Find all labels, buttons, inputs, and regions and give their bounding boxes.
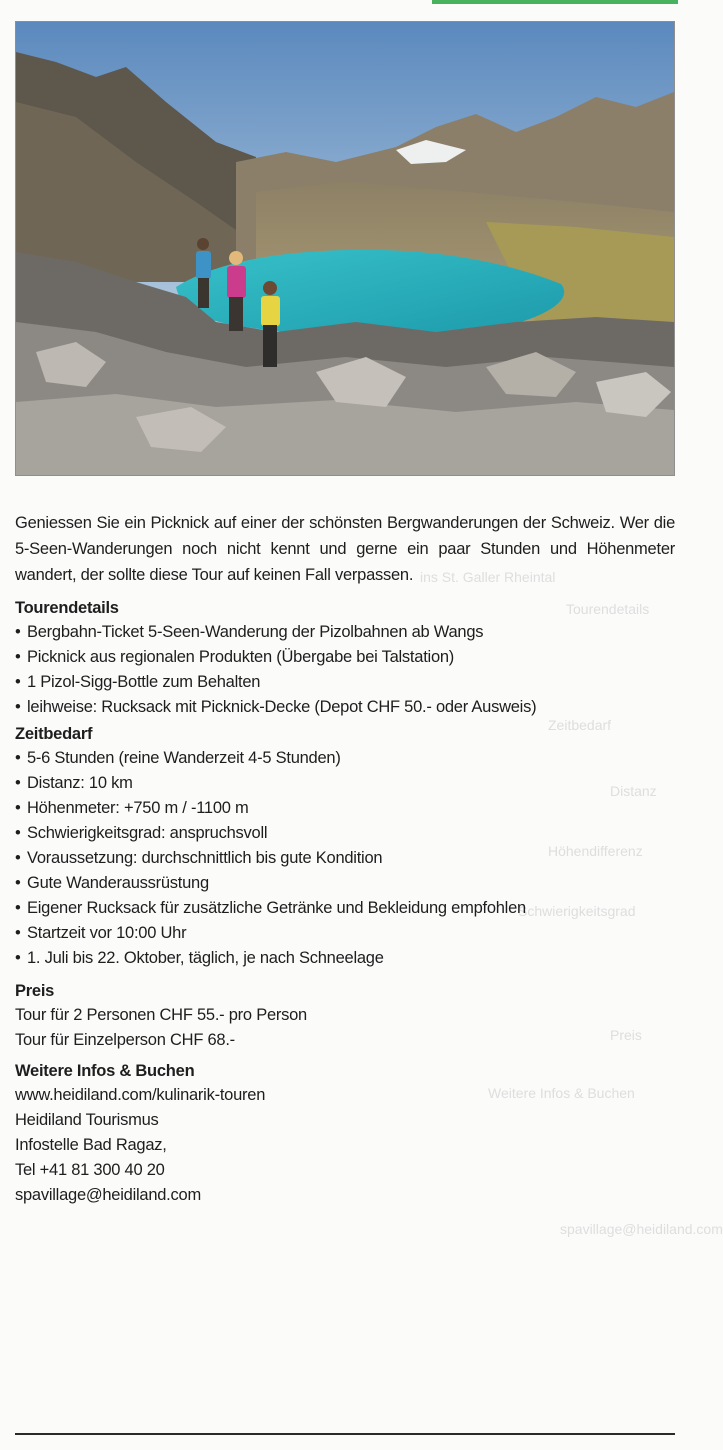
list-item: • Schwierigkeitsgrad: anspruchsvoll (15, 821, 675, 846)
bullet-icon: • (15, 648, 21, 666)
section-title-tourendetails: Tourendetails (15, 599, 119, 617)
section-title-preis: Preis (15, 982, 55, 1000)
intro-paragraph: Geniessen Sie ein Picknick auf einer der schönsten Bergwanderungen der Schweiz. Wer die 5-Seen-Wanderungen noch nicht kennt und gerne ein paar Stunden und Höhenmeter wandert, der sollte diese Tour auf keinen Fall verpassen. (15, 514, 675, 584)
list-item: • 5-6 Stunden (reine Wanderzeit 4-5 Stunden) (15, 746, 675, 771)
bullet-icon: • (15, 623, 21, 641)
bullet-icon: • (15, 899, 21, 917)
bullet-icon: • (15, 924, 21, 942)
zeitbedarf-list (15, 746, 675, 971)
bullet-icon: • (15, 799, 21, 817)
organization-name: Heidiland Tourismus (15, 1111, 159, 1129)
phone-number: Tel +41 81 300 40 20 (15, 1161, 165, 1179)
list-item: • Bergbahn-Ticket 5-Seen-Wanderung der Pizolbahnen ab Wangs (15, 620, 675, 645)
tourendetails-list (15, 620, 675, 720)
bullet-icon: • (15, 874, 21, 892)
section-title-infos: Weitere Infos & Buchen (15, 1062, 195, 1080)
section-infos (15, 1059, 675, 1208)
bullet-icon: • (15, 949, 21, 967)
list-item: • Eigener Rucksack für zusätzliche Getränke und Bekleidung empfohlen (15, 896, 675, 921)
bullet-icon: • (15, 849, 21, 867)
list-item: • leihweise: Rucksack mit Picknick-Decke (Depot CHF 50.- oder Ausweis) (15, 695, 675, 720)
section-title-zeitbedarf: Zeitbedarf (15, 725, 93, 743)
hero-photo-hikers-mountain-lake (15, 21, 675, 476)
list-item: • Höhenmeter: +750 m / -1100 m (15, 796, 675, 821)
price-line-single-person: Tour für Einzelperson CHF 68.- (15, 1031, 235, 1049)
list-item: • 1 Pizol-Sigg-Bottle zum Behalten (15, 670, 675, 695)
bullet-icon: • (15, 824, 21, 842)
list-item: • Gute Wanderaussrüstung (15, 871, 675, 896)
bullet-icon: • (15, 673, 21, 691)
mountain-lake-illustration (16, 22, 674, 475)
list-item: • Voraussetzung: durchschnittlich bis gute Kondition (15, 846, 675, 871)
email-address[interactable]: spavillage@heidiland.com (15, 1186, 201, 1204)
bullet-icon: • (15, 698, 21, 716)
bottom-rule (15, 1433, 675, 1435)
office-location: Infostelle Bad Ragaz, (15, 1136, 167, 1154)
list-item: • Distanz: 10 km (15, 771, 675, 796)
price-line-two-persons: Tour für 2 Personen CHF 55.- pro Person (15, 1006, 307, 1024)
section-tourendetails (15, 596, 675, 720)
section-preis (15, 979, 675, 1053)
top-accent-rule (432, 0, 678, 4)
list-item: • Picknick aus regionalen Produkten (Übergabe bei Talstation) (15, 645, 675, 670)
bullet-icon: • (15, 749, 21, 767)
list-item: • 1. Juli bis 22. Oktober, täglich, je nach Schneelage (15, 946, 675, 971)
bullet-icon: • (15, 774, 21, 792)
list-item: • Startzeit vor 10:00 Uhr (15, 921, 675, 946)
article-text (15, 510, 675, 1208)
website-link[interactable]: www.heidiland.com/kulinarik-touren (15, 1086, 266, 1104)
section-zeitbedarf (15, 722, 675, 971)
